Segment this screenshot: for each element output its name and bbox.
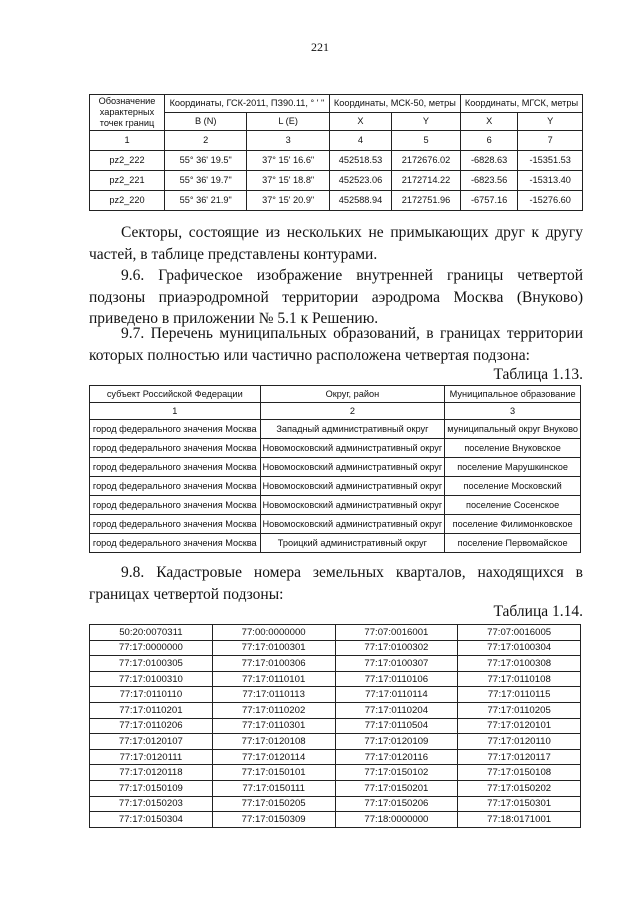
cadastral-table: [89, 624, 581, 828]
cell: поселение Первомайское: [445, 534, 581, 553]
table-row: [90, 439, 581, 458]
column-number: 3: [445, 403, 581, 420]
cell: город федерального значения Москва: [90, 534, 261, 553]
cadastral-number: 77:17:0150109: [90, 780, 213, 796]
cell: 452518.53: [329, 151, 391, 171]
point-id: pz2_221: [90, 171, 165, 191]
cadastral-number: 77:17:0100302: [335, 640, 458, 656]
column-number: 6: [460, 131, 517, 151]
table-row: [90, 780, 581, 796]
b-header: B (N): [165, 113, 247, 131]
table-row: [90, 702, 581, 718]
cadastral-number: 77:17:0100305: [90, 656, 213, 672]
paragraph-9-6: 9.6. Графическое изображение внутренней границы четвертой подзоны приаэродромной территории аэродрома Москва (Внуково) приведено в приложении № 5.1 к Решению.: [89, 267, 583, 327]
cadastral-number: 77:17:0120110: [458, 734, 581, 750]
msk-header: Координаты, МСК-50, метры: [329, 95, 460, 113]
column-number: 2: [165, 131, 247, 151]
cell: Новомосковский административный округ: [260, 496, 445, 515]
cell: 37° 15' 18.8": [247, 171, 329, 191]
point-id: pz2_220: [90, 191, 165, 211]
cadastral-number: 77:17:0120116: [335, 749, 458, 765]
cadastral-number: 77:17:0100304: [458, 640, 581, 656]
table-row: [90, 749, 581, 765]
cell: -15313.40: [518, 171, 583, 191]
paragraph-9-8: 9.8. Кадастровые номера земельных кварталов, находящихся в границах четвертой подзоны:: [89, 564, 583, 603]
column-number: 4: [329, 131, 391, 151]
column-number: 2: [260, 403, 445, 420]
cadastral-number: 77:17:0150101: [212, 765, 335, 781]
msk-y-header: Y: [392, 113, 461, 131]
cadastral-number: 77:17:0120107: [90, 734, 213, 750]
cadastral-number: 77:17:0110101: [212, 671, 335, 687]
cell: 37° 15' 16.6": [247, 151, 329, 171]
cadastral-number: 77:17:0120108: [212, 734, 335, 750]
coordinates-table: [89, 94, 583, 211]
point-id: pz2_222: [90, 151, 165, 171]
cadastral-number: 77:17:0150201: [335, 780, 458, 796]
cell: город федерального значения Москва: [90, 458, 261, 477]
cadastral-number: 77:17:0150309: [212, 812, 335, 828]
table-row: [90, 534, 581, 553]
cadastral-number: 77:17:0150301: [458, 796, 581, 812]
table-row: [90, 812, 581, 828]
cadastral-number: 77:17:0110202: [212, 702, 335, 718]
cadastral-number: 77:17:0110106: [335, 671, 458, 687]
cell: -6823.56: [460, 171, 517, 191]
cell: поселение Московский: [445, 477, 581, 496]
mgsk-x-header: X: [460, 113, 517, 131]
cell: поселение Сосенское: [445, 496, 581, 515]
cell: поселение Марушкинское: [445, 458, 581, 477]
cell: -6828.63: [460, 151, 517, 171]
header-row: [90, 386, 581, 403]
subject-header: субъект Российской Федерации: [90, 386, 261, 403]
cadastral-number: 77:17:0150203: [90, 796, 213, 812]
cell: Западный административный округ: [260, 420, 445, 439]
cell: 55° 36' 19.5": [165, 151, 247, 171]
cell: Новомосковский административный округ: [260, 515, 445, 534]
table-row: [90, 191, 583, 211]
table-row: [90, 656, 581, 672]
cell: город федерального значения Москва: [90, 420, 261, 439]
l-header: L (E): [247, 113, 329, 131]
cadastral-number: 50:20:0070311: [90, 625, 213, 641]
cell: Новомосковский административный округ: [260, 439, 445, 458]
table-row: [90, 687, 581, 703]
paragraph-sectors: Секторы, состоящие из нескольких не примыкающих друг к другу частей, в таблице представлены контурами.: [89, 224, 583, 263]
cadastral-number: 77:17:0100307: [335, 656, 458, 672]
column-number: 1: [90, 403, 261, 420]
cell: -6757.16: [460, 191, 517, 211]
column-number: 7: [518, 131, 583, 151]
table-row: [90, 420, 581, 439]
cell: 2172676.02: [392, 151, 461, 171]
cell: Новомосковский административный округ: [260, 458, 445, 477]
msk-x-header: X: [329, 113, 391, 131]
cadastral-number: 77:18:0171001: [458, 812, 581, 828]
cadastral-number: 77:17:0150102: [335, 765, 458, 781]
cadastral-number: 77:17:0110115: [458, 687, 581, 703]
cadastral-number: 77:17:0150205: [212, 796, 335, 812]
cadastral-number: 77:17:0110504: [335, 718, 458, 734]
cadastral-number: 77:17:0150206: [335, 796, 458, 812]
cadastral-number: 77:18:0000000: [335, 812, 458, 828]
designation-header: Обозначение характерных точек границ: [90, 95, 165, 131]
cell: -15351.53: [518, 151, 583, 171]
table-row: [90, 515, 581, 534]
municipality-header: Муниципальное образование: [445, 386, 581, 403]
paragraph-9-7: 9.7. Перечень муниципальных образований, в границах территории которых полностью или частично расположена четвертая подзона:: [89, 325, 583, 364]
cell: 452588.94: [329, 191, 391, 211]
cadastral-number: 77:17:0150108: [458, 765, 581, 781]
table-row: [90, 640, 581, 656]
mgsk-y-header: Y: [518, 113, 583, 131]
cell: город федерального значения Москва: [90, 439, 261, 458]
cell: город федерального значения Москва: [90, 515, 261, 534]
table-row: [90, 796, 581, 812]
cadastral-number: 77:17:0120111: [90, 749, 213, 765]
cell: Троицкий административный округ: [260, 534, 445, 553]
table-row: [90, 151, 583, 171]
cadastral-number: 77:17:0150202: [458, 780, 581, 796]
cell: Новомосковский административный округ: [260, 477, 445, 496]
cell: поселение Внуковское: [445, 439, 581, 458]
cadastral-number: 77:07:0016005: [458, 625, 581, 641]
cadastral-number: 77:17:0100301: [212, 640, 335, 656]
cadastral-number: 77:17:0150111: [212, 780, 335, 796]
cell: 55° 36' 21.9": [165, 191, 247, 211]
cadastral-number: 77:17:0120109: [335, 734, 458, 750]
cadastral-number: 77:17:0120114: [212, 749, 335, 765]
cadastral-number: 77:00:0000000: [212, 625, 335, 641]
page-number: 221: [311, 40, 329, 54]
table-row: [90, 477, 581, 496]
cell: 37° 15' 20.9": [247, 191, 329, 211]
table-1-14-caption: Таблица 1.14.: [493, 603, 583, 620]
cadastral-number: 77:17:0110108: [458, 671, 581, 687]
table-1-13-caption: Таблица 1.13.: [493, 366, 583, 383]
table-row: [90, 765, 581, 781]
table-row: [90, 171, 583, 191]
cell: муниципальный округ Внуково: [445, 420, 581, 439]
cadastral-number: 77:17:0110113: [212, 687, 335, 703]
table-row: [90, 496, 581, 515]
cell: город федерального значения Москва: [90, 477, 261, 496]
table-row: [90, 718, 581, 734]
cadastral-number: 77:17:0000000: [90, 640, 213, 656]
column-number: 5: [392, 131, 461, 151]
column-number-row: [90, 403, 581, 420]
cadastral-number: 77:17:0110205: [458, 702, 581, 718]
table-row: [90, 734, 581, 750]
column-number: 3: [247, 131, 329, 151]
cell: 2172751.96: [392, 191, 461, 211]
column-number: 1: [90, 131, 165, 151]
cadastral-number: 77:17:0100310: [90, 671, 213, 687]
municipalities-table: [89, 385, 581, 553]
cell: город федерального значения Москва: [90, 496, 261, 515]
cadastral-number: 77:17:0110206: [90, 718, 213, 734]
cadastral-number: 77:17:0110301: [212, 718, 335, 734]
cadastral-number: 77:17:0110114: [335, 687, 458, 703]
cadastral-number: 77:07:0016001: [335, 625, 458, 641]
cadastral-number: 77:17:0150304: [90, 812, 213, 828]
table-row: [90, 671, 581, 687]
cell: 452523.06: [329, 171, 391, 191]
cadastral-number: 77:17:0120118: [90, 765, 213, 781]
cadastral-number: 77:17:0110110: [90, 687, 213, 703]
table-row: [90, 458, 581, 477]
cell: поселение Филимонковское: [445, 515, 581, 534]
cadastral-number: 77:17:0120101: [458, 718, 581, 734]
cadastral-number: 77:17:0110201: [90, 702, 213, 718]
mgsk-header: Координаты, МГСК, метры: [460, 95, 582, 113]
column-number-row: [90, 131, 583, 151]
cadastral-number: 77:17:0110204: [335, 702, 458, 718]
cadastral-number: 77:17:0100308: [458, 656, 581, 672]
table-row: [90, 625, 581, 641]
district-header: Округ, район: [260, 386, 445, 403]
cadastral-number: 77:17:0120117: [458, 749, 581, 765]
gsk-header: Координаты, ГСК-2011, ПЗ90.11, ° ' ": [165, 95, 330, 113]
cell: 55° 36' 19.7": [165, 171, 247, 191]
cell: -15276.60: [518, 191, 583, 211]
cell: 2172714.22: [392, 171, 461, 191]
cadastral-number: 77:17:0100306: [212, 656, 335, 672]
